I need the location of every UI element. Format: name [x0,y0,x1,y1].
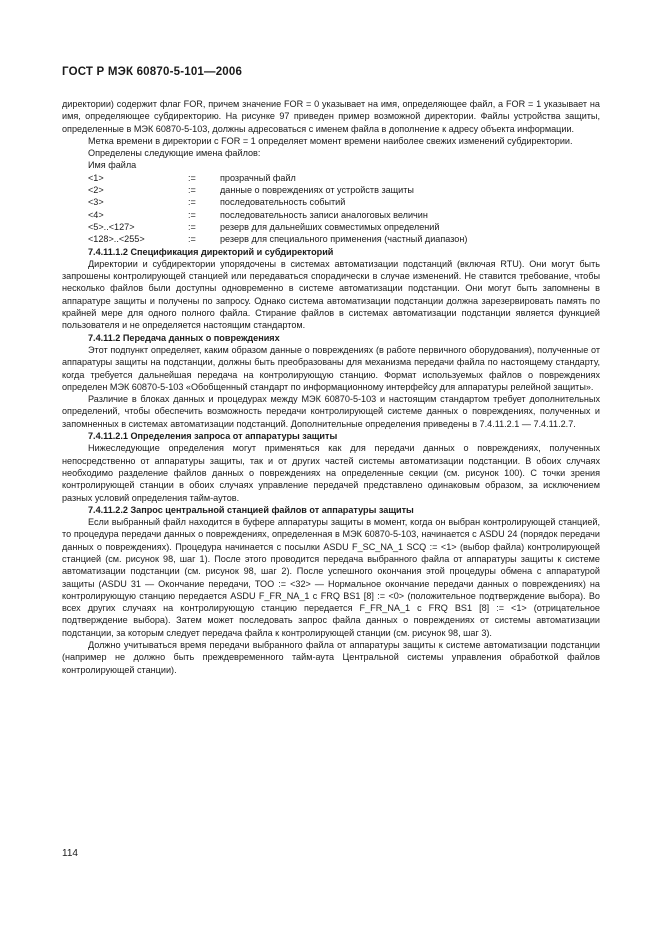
section-heading: 7.4.11.2.1 Определения запроса от аппаратуры защиты [88,431,338,442]
file-description: последовательность записи аналоговых величин [220,209,428,220]
assign-operator: := [188,172,196,183]
assign-operator: := [188,185,196,196]
assign-operator: := [188,234,196,245]
paragraph: Если выбранный файл находится в буфере аппаратуры защиты в момент, когда он выбран контролирующей станцией, то процедура передачи данных о повреждениях, определенная в МЭК 60870-5-103, начинается с ASDU 24 (порядок передачи данных о повреждениях). Процедура начинается с посылки ASDU F_SC_NA_1 SCQ := <1> (выбор файла) контролирующей станцией (см. рисунок 98, шаг 1). После этого проводится передача выбранного файла от аппаратуры защиты к системе автоматизации подстанции (см. рисунок 98, шаг 2). После успешного окончания этой процедуры обмена с аппаратурой защиты (ASDU 31 — Окончание передачи, ТОО := <32> — Нормальное окончание передачи данных о повреждениях) на контролирующую станцию передается ASDU F_FR_NA_1 с FRQ BS1 [8] := <0> (положительное подтверждение выбора). Во всех других случаях на контролирующую станцию передается F_FR_NA_1 с FRQ BS1 [8] := <1> (отрицательное подтверждение выбора). Затем может последовать запрос файла данных о повреждениях от системы автоматизации подстанции, за которым следует передача файла к контролирующей станции (см. рисунок 98, шаг 3). [62,517,600,638]
assign-operator: := [188,221,196,232]
paragraph: Нижеследующие определения могут применяться как для передачи данных о повреждениях, полученных непосредственно от аппаратуры защиты, так и от других частей системы автоматизации подстанции. В обоих случаях необходимо разделение файлов данных о повреждениях на определенные секции (см. рисунок 100). С точки зрения контролирующей станции в обоих случаях управление передачей представлено одинаковым образом, за исключением разных условий определения тайм-аутов. [62,443,600,503]
file-description: резерв для специального применения (частный диапазон) [220,234,468,245]
file-names-table [62,159,600,245]
paragraph: Директории и субдиректории упорядочены в системах автоматизации подстанций (включая RTU). Они могут быть запрошены контролирующей станцией или передаваться спорадически в случае изменений. Не ставится требование, чтобы несколько файлов были доступны одновременно в системе автоматизации подстанции. Они могут быть запомнены в аппаратуре защиты и получены по запросу. Однако система автоматизации подстанции должна зарезервировать память по крайней мере для одного полного файла. Стирание файлов в системах автоматизации подстанции является функцией пользователя и не определяется настоящим стандартом. [62,258,600,331]
section-heading: 7.4.11.2 Передача данных о повреждениях [88,332,280,343]
file-name-row [62,172,600,184]
paragraph: Различие в блоках данных и процедурах между МЭК 60870-5-103 и настоящим стандартом требует дополнительных определений, чтобы обеспечить возможность передачи контролирующей системе данных о повреждениях, полученных и запомненных в системах автоматизации подстанций. Дополнительные определения приведены в 7.4.11.2.1 — 7.4.11.2.7. [62,394,600,429]
file-description: прозрачный файл [220,172,296,183]
assign-operator: := [188,197,196,208]
paragraph: Метка времени в директории с FOR = 1 определяет момент времени наиболее свежих изменений субдиректории. [88,135,573,146]
page-number: 114 [62,848,78,859]
file-description: последовательность событий [220,197,346,208]
file-names-heading: Имя файла [88,160,137,171]
document-body [62,98,600,676]
file-name-row [62,209,600,221]
section-heading: 7.4.11.1.2 Спецификация директорий и субдиректорий [88,246,334,257]
file-description: резерв для дальнейших совместимых определений [220,221,440,232]
file-name: <2> [88,185,104,196]
paragraph: Этот подпункт определяет, каким образом данные о повреждениях (в работе первичного оборудования), полученные от аппаратуры защиты на подстанции, должны быть преобразованы для механизма передачи файла по настоящему стандарту, когда требуется дальнейшая передача на контролирующую станцию. Формат используемых файлов о повреждениях определен МЭК 60870-5-103 «Обобщенный стандарт по информационному интерфейсу для аппаратуры релейной защиты». [62,344,600,392]
file-name: <4> [88,209,104,220]
file-name-row [62,184,600,196]
file-name-row [62,221,600,233]
section-heading: 7.4.11.2.2 Запрос центральной станцией файлов от аппаратуры защиты [88,504,414,515]
page-header: ГОСТ Р МЭК 60870-5-101—2006 [62,66,243,78]
file-name: <3> [88,197,104,208]
assign-operator: := [188,209,196,220]
paragraph: Определены следующие имена файлов: [88,148,261,159]
paragraph: Должно учитываться время передачи выбранного файла от аппаратуры защиты к системе автоматизации подстанции (например не должно быть преждевременного тайм-аута Центральной системы управления обработкой файлов контролирующей станции). [62,640,600,675]
file-description: данные о повреждениях от устройств защиты [220,185,414,196]
file-name: <5>..<127> [88,221,135,232]
paragraph: директории) содержит флаг FOR, причем значение FOR = 0 указывает на имя, определяющее файл, а FOR = 1 указывает на имя, определяющее субдиректорию. На рисунке 97 приведен пример возможной директории. Файлы устройства защиты, определенные в МЭК 60870-5-103, должны адресоваться с именем файла в дополнение к адресу объекта информации. [62,99,600,134]
file-name-row [62,196,600,208]
file-name: <128>..<255> [88,234,145,245]
file-name: <1> [88,172,104,183]
file-name-row [62,233,600,245]
